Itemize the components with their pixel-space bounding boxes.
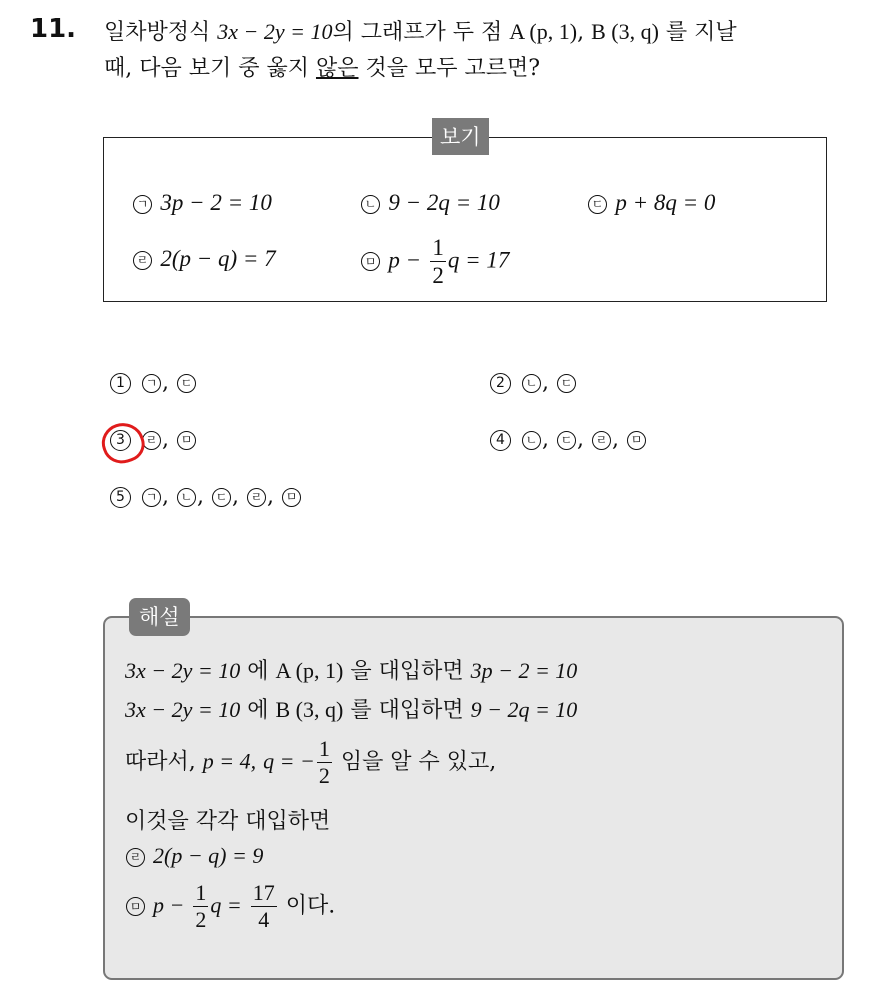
question-line-2: 때, 다음 보기 중 옳지 않은 것을 모두 고르면? (104, 56, 541, 81)
marker-digeut: ㄷ (588, 195, 607, 214)
marker-giyeok: ㄱ (133, 195, 152, 214)
solution-line-4: 이것을 각각 대입하면 (125, 809, 331, 834)
marker-nieun: ㄴ (361, 195, 380, 214)
choice-1[interactable]: 1 ㄱ , ㄷ (110, 370, 197, 395)
point-a: A (p, 1) (509, 19, 578, 44)
solution-title: 해설 (129, 598, 190, 636)
choice-4[interactable]: 4 ㄴ , ㄷ , ㄹ , ㅁ (490, 427, 647, 452)
marker-rieul: ㄹ (126, 848, 145, 867)
marker-rieul: ㄹ (133, 251, 152, 270)
choice-5[interactable]: 5 ㄱ , ㄴ , ㄷ , ㄹ , ㅁ (110, 484, 302, 509)
bogi-item: ㅁ p − $\frac{1}{2}$ q = 17 (360, 236, 509, 287)
bogi-item: ㄷ p + 8q = 0 (587, 190, 715, 216)
choice-number: 1 (110, 373, 131, 394)
bogi-item: ㄹ 2(p − q) = 7 (132, 246, 276, 272)
choice-number-circled-red: 3 (110, 430, 131, 451)
question-line-1: 일차방정식 3x − 2y = 10의 그래프가 두 점 A (p, 1), B (3, q) 를 지날 (104, 19, 737, 45)
fraction: $\frac{1}{2}$ (432, 235, 444, 288)
bogi-title: 보기 (432, 118, 489, 155)
fraction: $\frac{1}{2}$ (195, 880, 207, 932)
marker-mieum: ㅁ (361, 252, 380, 271)
choice-2[interactable]: 2 ㄴ , ㄷ (490, 370, 577, 395)
solution-box (103, 605, 844, 980)
bogi-item: ㄱ 3p − 2 = 10 (132, 190, 272, 216)
fraction: $\frac{1}{2}$ (318, 736, 330, 788)
solution-line-6: ㅁ p − $\frac{1}{2}$ q = $\frac{17}{4}$ 이다. (125, 882, 335, 931)
choice-number: 4 (490, 430, 511, 451)
choice-number: 5 (110, 487, 131, 508)
underlined-word: 않은 (315, 56, 359, 81)
solution-line-5: ㄹ 2(p − q) = 9 (125, 843, 263, 869)
solution-line-1: 3x − 2y = 10 에 A (p, 1) 을 대입하면 3p − 2 = 10 (125, 658, 578, 684)
solution-line-3: 따라서, p = 4, q = − $\frac{1}{2}$ 임을 알 수 있고, (125, 736, 497, 788)
fraction: $\frac{17}{4}$ (252, 880, 275, 932)
bogi-item: ㄴ 9 − 2q = 10 (360, 190, 500, 216)
marker-mieum: ㅁ (126, 897, 145, 916)
bogi-box (103, 125, 827, 302)
question-text (104, 14, 874, 87)
point-b: B (3, q) (591, 19, 659, 44)
question-number: 11. (30, 14, 77, 44)
solution-line-2: 3x − 2y = 10 에 B (3, q) 를 대입하면 9 − 2q = 10 (125, 697, 578, 723)
choice-number: 2 (490, 373, 511, 394)
equation: 3x − 2y = 10 (217, 19, 333, 44)
answer-choices (110, 365, 830, 525)
choice-3[interactable]: 3 ㄹ , ㅁ (110, 427, 197, 452)
